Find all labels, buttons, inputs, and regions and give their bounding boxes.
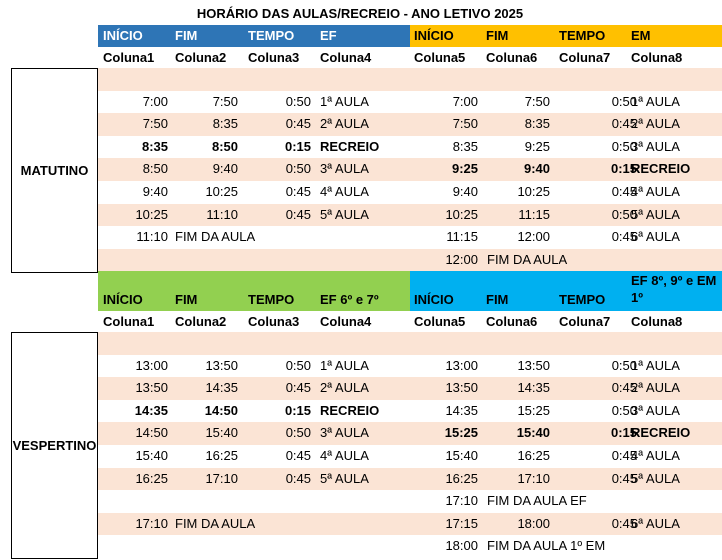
- vespertino-right-cell: 0:15: [610, 425, 637, 441]
- matutino-right-cell: 12:00: [445, 251, 478, 267]
- matutino-left-cell: 11:10: [136, 229, 168, 245]
- matutino-left-colname-1: Coluna2: [175, 50, 227, 65]
- vespertino-right-cell: 17:10: [445, 493, 478, 509]
- vespertino-left-colname-2: Coluna3: [248, 314, 300, 329]
- vespertino-right-cell: 13:50: [517, 357, 550, 373]
- matutino-right-cell: FIM DA AULA: [487, 251, 568, 267]
- vespertino-left-colname-1: Coluna2: [175, 314, 227, 329]
- vespertino-left-cell: 13:50: [135, 380, 168, 396]
- vespertino-right-cell: 15:40: [445, 448, 478, 463]
- matutino-left-cell: 5ª AULA: [320, 206, 369, 222]
- vespertino-row-stripe: [98, 332, 722, 355]
- vespertino-left-cell: 2ª AULA: [320, 380, 369, 396]
- matutino-left-cell: 8:35: [141, 138, 168, 154]
- matutino-left-cell: 2ª AULA: [320, 116, 369, 132]
- matutino-left-cell: 11:10: [206, 206, 238, 222]
- matutino-left-cell: 7:50: [212, 93, 238, 109]
- matutino-row-stripe: [98, 68, 722, 91]
- vespertino-right-header-3: EF 8º, 9º e EM 1º: [631, 273, 717, 305]
- matutino-right-colname-0: Coluna5: [414, 50, 466, 65]
- vespertino-left-cell: 17:10: [135, 515, 168, 531]
- vespertino-left-cell: 14:35: [205, 380, 238, 396]
- vespertino-left-header-2: TEMPO: [248, 292, 295, 307]
- vespertino-left-colname-0: Coluna1: [103, 314, 155, 329]
- matutino-right-header-0: INÍCIO: [414, 28, 454, 43]
- vespertino-right-header-2: TEMPO: [559, 292, 606, 307]
- matutino-right-header-2: TEMPO: [559, 28, 606, 43]
- matutino-left-cell: 0:45: [285, 116, 311, 132]
- matutino-right-cell: 2ª AULA: [631, 116, 680, 132]
- matutino-right-cell: 11:15: [446, 229, 478, 245]
- matutino-right-cell: 4ª AULA: [631, 184, 680, 199]
- vespertino-right-cell: 0:50: [611, 357, 637, 373]
- matutino-right-cell: 3ª AULA: [631, 138, 680, 154]
- matutino-left-colname-3: Coluna4: [320, 50, 372, 65]
- vespertino-left-cell: 15:40: [205, 425, 238, 441]
- vespertino-right-cell: 15:40: [516, 425, 550, 441]
- matutino-right-cell: 9:40: [452, 184, 478, 199]
- matutino-right-cell: 8:35: [452, 138, 478, 154]
- matutino-right-header-1: FIM: [486, 28, 509, 43]
- vespertino-right-cell: 17:15: [445, 515, 478, 531]
- vespertino-right-cell: 14:35: [445, 402, 478, 418]
- vespertino-right-cell: RECREIO: [631, 425, 691, 441]
- matutino-left-cell: RECREIO: [320, 138, 380, 154]
- matutino-left-cell: 9:40: [142, 184, 168, 199]
- matutino-right-colname-3: Coluna8: [631, 50, 683, 65]
- matutino-right-cell: 7:50: [524, 93, 550, 109]
- matutino-left-cell: 7:50: [142, 116, 168, 132]
- vespertino-left-cell: RECREIO: [320, 402, 380, 418]
- vespertino-left-cell: 3ª AULA: [320, 425, 369, 441]
- vespertino-right-colname-1: Coluna6: [486, 314, 538, 329]
- vespertino-right-cell: 13:50: [445, 380, 478, 396]
- matutino-left-colname-2: Coluna3: [248, 50, 300, 65]
- matutino-left-cell: 4ª AULA: [320, 184, 369, 199]
- matutino-right-cell: RECREIO: [631, 161, 691, 177]
- matutino-right-cell: 5ª AULA: [631, 206, 680, 222]
- matutino-right-cell: 8:35: [524, 116, 550, 132]
- vespertino-right-colname-2: Coluna7: [559, 314, 611, 329]
- vespertino-left-cell: 1ª AULA: [320, 357, 369, 373]
- vespertino-left-cell: FIM DA AULA: [175, 515, 256, 531]
- matutino-left-header-2: TEMPO: [248, 28, 295, 43]
- vespertino-left-cell: 0:50: [285, 357, 311, 373]
- matutino-right-cell: 9:40: [523, 161, 550, 177]
- matutino-right-cell: 9:25: [451, 161, 478, 177]
- matutino-right-cell: 0:15: [610, 161, 637, 177]
- vespertino-left-cell: 14:50: [204, 402, 238, 418]
- vespertino-left-cell: 16:25: [205, 448, 238, 463]
- matutino-left-header-0: INÍCIO: [103, 28, 143, 43]
- vespertino-right-cell: 5ª AULA: [631, 470, 680, 486]
- matutino-right-cell: 6ª AULA: [631, 229, 680, 245]
- vespertino-right-cell: 18:00: [445, 538, 478, 554]
- matutino-right-cell: 0:50: [611, 93, 637, 109]
- matutino-left-cell: 10:25: [135, 206, 168, 222]
- matutino-right-cell: 0:45: [611, 229, 637, 245]
- matutino-right-cell: 0:50: [611, 206, 637, 222]
- matutino-left-cell: 0:45: [285, 206, 311, 222]
- vespertino-right-cell: 0:45: [611, 470, 637, 486]
- vespertino-right-header-1: FIM: [486, 292, 509, 307]
- matutino-right-cell: 0:45: [611, 184, 637, 199]
- matutino-left-cell: 0:50: [285, 93, 311, 109]
- vespertino-left-cell: 13:50: [205, 357, 238, 373]
- vespertino-right-cell: 3ª AULA: [631, 402, 680, 418]
- matutino-right-cell: 10:25: [445, 206, 478, 222]
- vespertino-left-cell: 4ª AULA: [320, 448, 369, 463]
- schedule-title: HORÁRIO DAS AULAS/RECREIO - ANO LETIVO 2025: [196, 6, 524, 21]
- vespertino-right-cell: 16:25: [445, 470, 478, 486]
- vespertino-right-cell: 0:50: [611, 402, 637, 418]
- vespertino-left-cell: 14:50: [135, 425, 168, 441]
- matutino-left-cell: 9:40: [212, 161, 238, 177]
- vespertino-right-cell: 6ª AULA: [631, 515, 680, 531]
- matutino-right-cell: 0:50: [611, 138, 637, 154]
- vespertino-right-colname-3: Coluna8: [631, 314, 683, 329]
- vespertino-left-cell: 13:00: [135, 357, 168, 373]
- matutino-right-cell: 7:50: [452, 116, 478, 132]
- matutino-right-header-3: EM: [631, 28, 651, 43]
- matutino-left-colname-0: Coluna1: [103, 50, 155, 65]
- matutino-left-header-1: FIM: [175, 28, 198, 43]
- vespertino-right-cell: 16:25: [517, 448, 550, 463]
- matutino-right-colname-1: Coluna6: [486, 50, 538, 65]
- vespertino-left-header-3: EF 6º e 7º: [320, 292, 379, 307]
- vespertino-right-cell: 18:00: [517, 515, 550, 531]
- vespertino-left-cell: 0:15: [284, 402, 311, 418]
- vespertino-right-colname-0: Coluna5: [414, 314, 466, 329]
- vespertino-left-header-0: INÍCIO: [103, 292, 143, 307]
- matutino-left-cell: 0:45: [285, 184, 311, 199]
- matutino-right-cell: 10:25: [517, 184, 550, 199]
- vespertino-left-cell: 5ª AULA: [320, 470, 369, 486]
- vespertino-right-cell: FIM DA AULA EF: [487, 493, 587, 509]
- matutino-right-cell: 11:15: [518, 206, 550, 222]
- vespertino-right-cell: 17:10: [517, 470, 550, 486]
- vespertino-right-cell: 1ª AULA: [631, 357, 680, 373]
- vespertino-right-header-0: INÍCIO: [414, 292, 454, 307]
- vespertino-left-cell: 0:45: [285, 448, 311, 463]
- matutino-left-cell: 3ª AULA: [320, 161, 369, 177]
- matutino-right-cell: 12:00: [517, 229, 550, 245]
- period-label-vespertino: VESPERTINO: [11, 332, 98, 559]
- matutino-left-cell: 8:35: [212, 116, 238, 132]
- period-label-matutino: MATUTINO: [11, 68, 98, 273]
- vespertino-left-cell: 0:50: [285, 425, 311, 441]
- matutino-left-cell: 7:00: [142, 93, 168, 109]
- matutino-right-cell: 0:45: [611, 116, 637, 132]
- matutino-left-cell: FIM DA AULA: [175, 229, 256, 245]
- vespertino-right-cell: 15:25: [444, 425, 478, 441]
- vespertino-left-cell: 16:25: [135, 470, 168, 486]
- vespertino-right-cell: 0:45: [611, 448, 637, 463]
- vespertino-left-header-1: FIM: [175, 292, 198, 307]
- matutino-left-cell: 0:50: [285, 161, 311, 177]
- matutino-left-cell: 10:25: [205, 184, 238, 199]
- matutino-left-cell: 8:50: [211, 138, 238, 154]
- vespertino-right-cell: 14:35: [517, 380, 550, 396]
- matutino-left-cell: 0:15: [284, 138, 311, 154]
- vespertino-left-cell: 0:45: [285, 470, 311, 486]
- vespertino-left-colname-3: Coluna4: [320, 314, 372, 329]
- matutino-right-cell: 7:00: [452, 93, 478, 109]
- vespertino-right-cell: 4ª AULA: [631, 448, 680, 463]
- matutino-left-cell: 1ª AULA: [320, 93, 369, 109]
- vespertino-left-cell: 15:40: [135, 448, 168, 463]
- vespertino-right-cell: 0:45: [611, 515, 637, 531]
- vespertino-right-cell: 0:45: [611, 380, 637, 396]
- matutino-right-cell: 9:25: [524, 138, 550, 154]
- vespertino-right-cell: FIM DA AULA 1º EM: [487, 538, 606, 554]
- matutino-left-header-3: EF: [320, 28, 337, 43]
- matutino-right-cell: 1ª AULA: [631, 93, 680, 109]
- matutino-right-colname-2: Coluna7: [559, 50, 611, 65]
- vespertino-left-cell: 17:10: [205, 470, 238, 486]
- vespertino-left-cell: 0:45: [285, 380, 311, 396]
- matutino-left-cell: 8:50: [142, 161, 168, 177]
- vespertino-left-cell: 14:35: [134, 402, 168, 418]
- vespertino-right-cell: 15:25: [517, 402, 550, 418]
- vespertino-right-cell: 2ª AULA: [631, 380, 680, 396]
- vespertino-right-cell: 13:00: [445, 357, 478, 373]
